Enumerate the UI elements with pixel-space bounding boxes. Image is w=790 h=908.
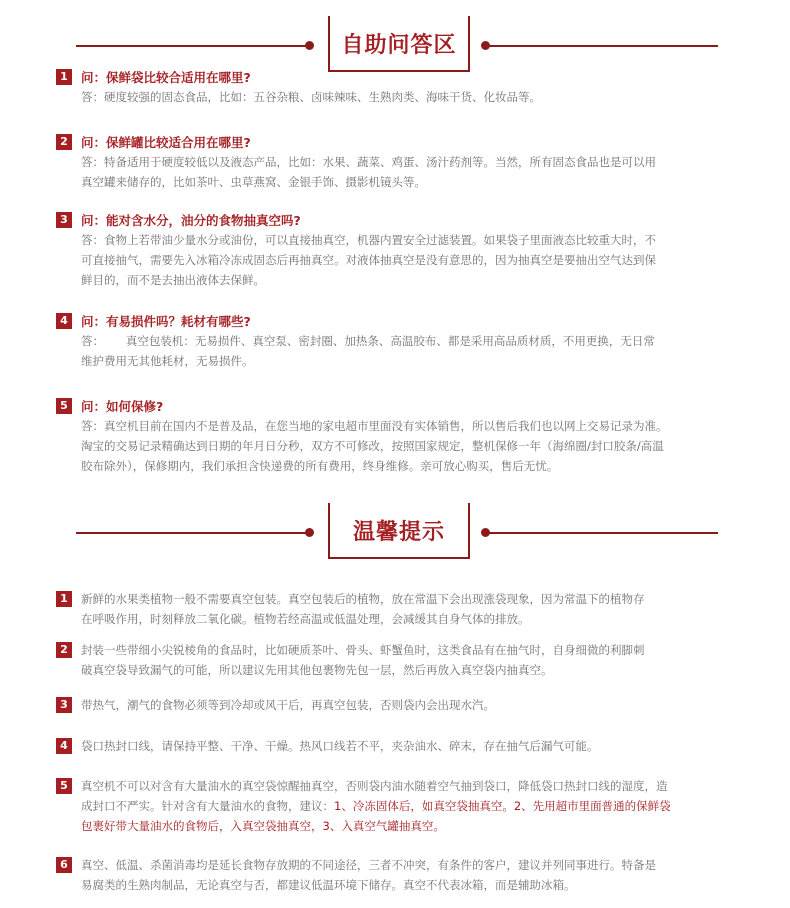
answer — [81, 152, 756, 192]
question — [56, 396, 756, 416]
tips-section-title: 温馨提示 — [328, 503, 470, 559]
tip-line: 封装一些带细小尖锐棱角的食品时，比如硬质茶叶、骨头、虾蟹鱼时，这类食品有在抽气时，自身细微的利脚刺 — [81, 643, 645, 657]
divider-right — [484, 45, 718, 47]
tip-text — [81, 695, 766, 715]
tip-line: 破真空袋导致漏气的可能，所以建议先用其他包裹物先包一层，然后再放入真空袋内抽真空。 — [81, 663, 553, 677]
answer-line: 答：硬度较强的固态食品，比如：五谷杂粮、卤味辣味、生熟肉类、海味干货、化妆品等。 — [81, 90, 541, 104]
answer-line: 答：特备适用于硬度较低以及液态产品，比如：水果、蔬菜、鸡蛋、汤汁药剂等。当然，所有固态食品也是可以用 — [81, 155, 656, 169]
tip-text — [81, 776, 766, 836]
qa-item-3 — [56, 210, 756, 290]
question-text: 问：有易损件吗？耗材有哪些? — [81, 314, 251, 329]
qa-section-title: 自助问答区 — [328, 16, 470, 72]
number-badge: 4 — [56, 738, 72, 754]
divider-right — [484, 532, 718, 534]
question — [56, 132, 756, 152]
answer — [81, 87, 756, 107]
answer-line: 鲜目的，而不是去抽出液体去保鲜。 — [81, 273, 265, 287]
qa-item-2 — [56, 132, 756, 192]
qa-item-5 — [56, 396, 756, 476]
tip-item-1 — [56, 589, 766, 629]
question-text: 问：保鲜袋比较合适用在哪里? — [81, 70, 251, 85]
qa-item-4 — [56, 311, 756, 371]
tip-text — [81, 589, 766, 629]
question — [56, 311, 756, 331]
number-badge: 4 — [56, 313, 72, 329]
divider-dot-left — [305, 528, 314, 537]
number-badge: 2 — [56, 134, 72, 150]
tip-line: 真空机不可以对含有大量油水的真空袋惊醒抽真空，否则袋内油水随着空气抽到袋口，降低袋口热封口线的湿度，造 — [81, 779, 668, 793]
number-badge: 5 — [56, 398, 72, 414]
answer — [81, 230, 756, 290]
number-badge: 1 — [56, 69, 72, 85]
tip-line-highlight: 包裹好带大量油水的食物后，入真空袋抽真空，3、入真空气罐抽真空。 — [81, 819, 445, 833]
tip-text-plain: 成封口不严实。针对含有大量油水的食物，建议： — [81, 799, 334, 813]
answer — [81, 416, 756, 476]
tip-item-5 — [56, 776, 766, 836]
number-badge: 6 — [56, 857, 72, 873]
question — [56, 210, 756, 230]
tip-text — [81, 640, 766, 680]
answer-line: 真空罐来储存的，比如茶叶、虫草燕窝、金银手饰、摄影机镜头等。 — [81, 175, 426, 189]
number-badge: 1 — [56, 591, 72, 607]
tip-line: 袋口热封口线，请保持平整、干净、干燥。热风口线若不平，夹杂油水、碎末，存在抽气后漏气可能。 — [81, 739, 599, 753]
question-text: 问：能对含水分，油分的食物抽真空吗? — [81, 213, 301, 228]
divider-left — [76, 45, 308, 47]
number-badge: 3 — [56, 212, 72, 228]
question-text: 问：保鲜罐比较适合用在哪里? — [81, 135, 251, 150]
tip-line — [81, 796, 766, 816]
tip-item-3 — [56, 695, 766, 715]
tip-line: 真空、低温、杀菌消毒均是延长食物存放期的不同途径，三者不冲突，有条件的客户，建议并列同事进行。特备是 — [81, 858, 656, 872]
number-badge: 5 — [56, 778, 72, 794]
tip-item-6 — [56, 855, 766, 895]
answer-line: 维护费用无其他耗材，无易损件。 — [81, 354, 254, 368]
question-text: 问：如何保修? — [81, 399, 164, 414]
divider-dot-left — [305, 41, 314, 50]
tip-text — [81, 855, 766, 895]
answer-line: 答：食物上若带油少量水分或油份，可以直接抽真空，机器内置安全过滤装置。如果袋子里面液态比较重大时，不 — [81, 233, 656, 247]
answer-line: 答：真空机目前在国内不是普及品，在您当地的家电超市里面没有实体销售，所以售后我们也以网上交易记录为准。 — [81, 419, 668, 433]
answer-line: 胶布除外），保修期内，我们承担含快递费的所有费用，终身维修。亲可放心购买，售后无忧。 — [81, 459, 559, 473]
tip-line: 在呼吸作用，时刻释放二氧化碳。植物若经高温或低温处理，会减缓其自身气体的排放。 — [81, 612, 530, 626]
tips-section-header — [0, 503, 790, 563]
number-badge: 2 — [56, 642, 72, 658]
tip-item-4 — [56, 736, 766, 756]
tip-line: 新鲜的水果类植物一般不需要真空包装。真空包装后的植物，放在常温下会出现涨袋现象，因为常温下的植物存 — [81, 592, 645, 606]
divider-left — [76, 532, 308, 534]
tip-line: 带热气，潮气的食物必须等到冷却或风干后，再真空包装，否则袋内会出现水汽。 — [81, 698, 495, 712]
answer-line: 答： 真空包装机：无易损件、真空泵、密封圈、加热条、高温胶布、都是采用高品质材质，不用更换，无日常 — [81, 334, 655, 348]
number-badge: 3 — [56, 697, 72, 713]
tip-text-highlight: 1、冷冻固体后，如真空袋抽真空。2、先用超市里面普通的保鲜袋 — [334, 799, 671, 813]
question — [56, 67, 756, 87]
answer-line: 可直接抽气，需要先入冰箱冷冻成固态后再抽真空。对液体抽真空是没有意思的，因为抽真空是要抽出空气达到保 — [81, 253, 656, 267]
tip-line: 易腐类的生熟肉制品，无论真空与否，都建议低温环境下储存。真空不代表冰箱，而是辅助冰箱。 — [81, 878, 576, 892]
answer-line: 淘宝的交易记录精确达到日期的年月日分秒，双方不可修改，按照国家规定，整机保修一年（海绵圈/封口胶条/高温 — [81, 439, 664, 453]
answer — [81, 331, 756, 371]
qa-item-1 — [56, 67, 756, 107]
tip-item-2 — [56, 640, 766, 680]
tip-text — [81, 736, 766, 756]
